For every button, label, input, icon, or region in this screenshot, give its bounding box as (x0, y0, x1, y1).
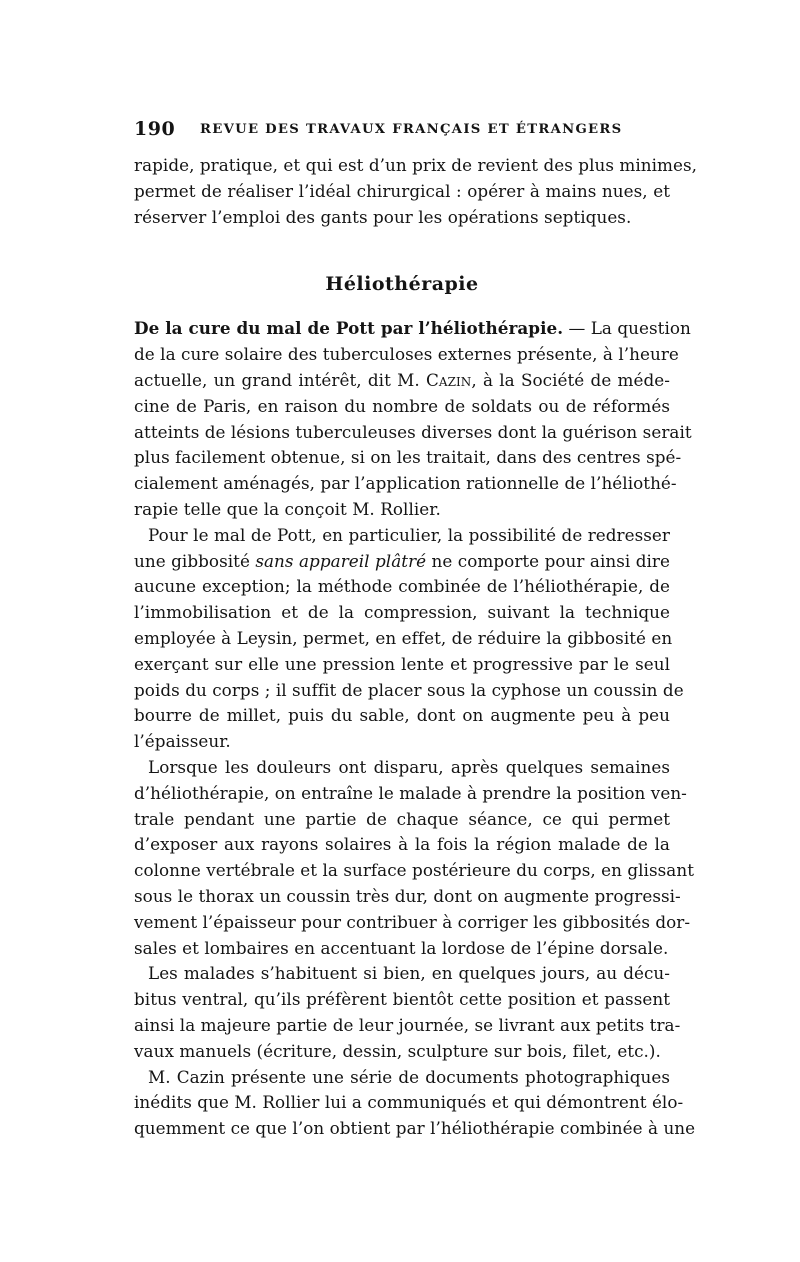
paragraph-gibbosity (134, 523, 684, 755)
text-span: — La question (563, 318, 691, 339)
text-span: actuelle, un grand intérêt, dit M. (134, 369, 426, 390)
text-line: employée à Leysin, permet, en effet, de réduire la gibbosité en (134, 627, 673, 648)
text-line: trale pendant une partie de chaque séance, ce qui permet (134, 808, 670, 829)
text-line: rapide, pratique, et qui est d’un prix de revient des plus minimes, (134, 155, 698, 175)
paragraph-pott-intro (134, 316, 692, 522)
paragraph-ventral-position (134, 755, 695, 961)
paragraph-documents (134, 1065, 696, 1142)
text-line: l’immobilisation et de la compression, suivant la technique (134, 602, 670, 623)
running-head: REVUE DES TRAVAUX FRANÇAIS ET ÉTRANGERS (200, 122, 623, 137)
text-line: vaux manuels (écriture, dessin, sculpture sur bois, filet, etc.). (134, 1040, 661, 1061)
page-header (134, 118, 670, 142)
page-body (134, 153, 698, 1142)
text-line: bourre de millet, puis du sable, dont on augmente peu à peu (134, 705, 670, 726)
italic-phrase: sans appareil plâtré (255, 550, 427, 571)
text-line: ainsi la majeure partie de leur journée, se livrant aux petits tra- (134, 1014, 681, 1035)
text-line: l’épaisseur. (134, 731, 231, 752)
text-line: aucune exception; la méthode combinée de l’héliothérapie, de (134, 576, 670, 597)
text-line: poids du corps ; il suffit de placer sous la cyphose un coussin de (134, 679, 684, 700)
text-line (134, 549, 670, 575)
text-line (134, 368, 670, 394)
text-line: d’exposer aux rayons solaires à la fois la région malade de la (134, 834, 670, 855)
text-line: réserver l’emploi des gants pour les opérations septiques. (134, 206, 632, 227)
text-line: inédits que M. Rollier lui a communiqués et qui démontrent élo- (134, 1092, 684, 1113)
article-heading: De la cure du mal de Pott par l’héliothérapie. (134, 318, 564, 339)
text-line: sales et lombaires en accentuant la lordose de l’épine dorsale. (134, 937, 669, 958)
text-line: cine de Paris, en raison du nombre de soldats ou de réformés (134, 395, 670, 416)
intro-paragraph (134, 153, 698, 230)
text-line: sous le thorax un coussin très dur, dont on augmente progressi- (134, 885, 681, 906)
text-line: vement l’épaisseur pour contribuer à corriger les gibbosités dor- (134, 911, 691, 932)
text-line: Pour le mal de Pott, en particulier, la possibilité de redresser (148, 524, 670, 545)
text-span: , à la Société de méde- (471, 369, 670, 390)
text-line (134, 316, 691, 342)
page-number: 190 (134, 118, 176, 140)
text-line: M. Cazin présente une série de documents photographiques (148, 1066, 670, 1087)
text-line: Les malades s’habituent si bien, en quelques jours, au décu- (148, 963, 670, 984)
text-line: colonne vertébrale et la surface postérieure du corps, en glissant (134, 860, 695, 881)
text-line: rapie telle que la conçoit M. Rollier. (134, 498, 441, 519)
author-name: Cazin (425, 369, 472, 390)
text-line: de la cure solaire des tuberculoses externes présente, à l’heure (134, 344, 679, 365)
text-line: atteints de lésions tuberculeuses diverses dont la guérison serait (134, 421, 692, 442)
text-line: permet de réaliser l’idéal chirurgical : opérer à mains nues, et (134, 180, 670, 201)
paragraph-habituation (134, 961, 681, 1064)
text-line: plus facilement obtenue, si on les traitait, dans des centres spé- (134, 447, 682, 468)
text-span: une gibbosité (134, 550, 256, 571)
text-span: ne comporte pour ainsi dire (426, 550, 670, 571)
text-line: quemment ce que l’on obtient par l’héliothérapie combinée à une (134, 1118, 696, 1139)
text-line: d’héliothérapie, on entraîne le malade à prendre la position ven- (134, 782, 687, 803)
text-line: cialement aménagés, par l’application rationnelle de l’héliothé- (134, 473, 677, 494)
text-line: exerçant sur elle une pression lente et progressive par le seul (134, 653, 670, 674)
section-title: Héliothérapie (325, 273, 479, 296)
text-line: Lorsque les douleurs ont disparu, après quelques semaines (148, 756, 670, 777)
text-line: bitus ventral, qu’ils préfèrent bientôt cette position et passent (134, 989, 670, 1010)
